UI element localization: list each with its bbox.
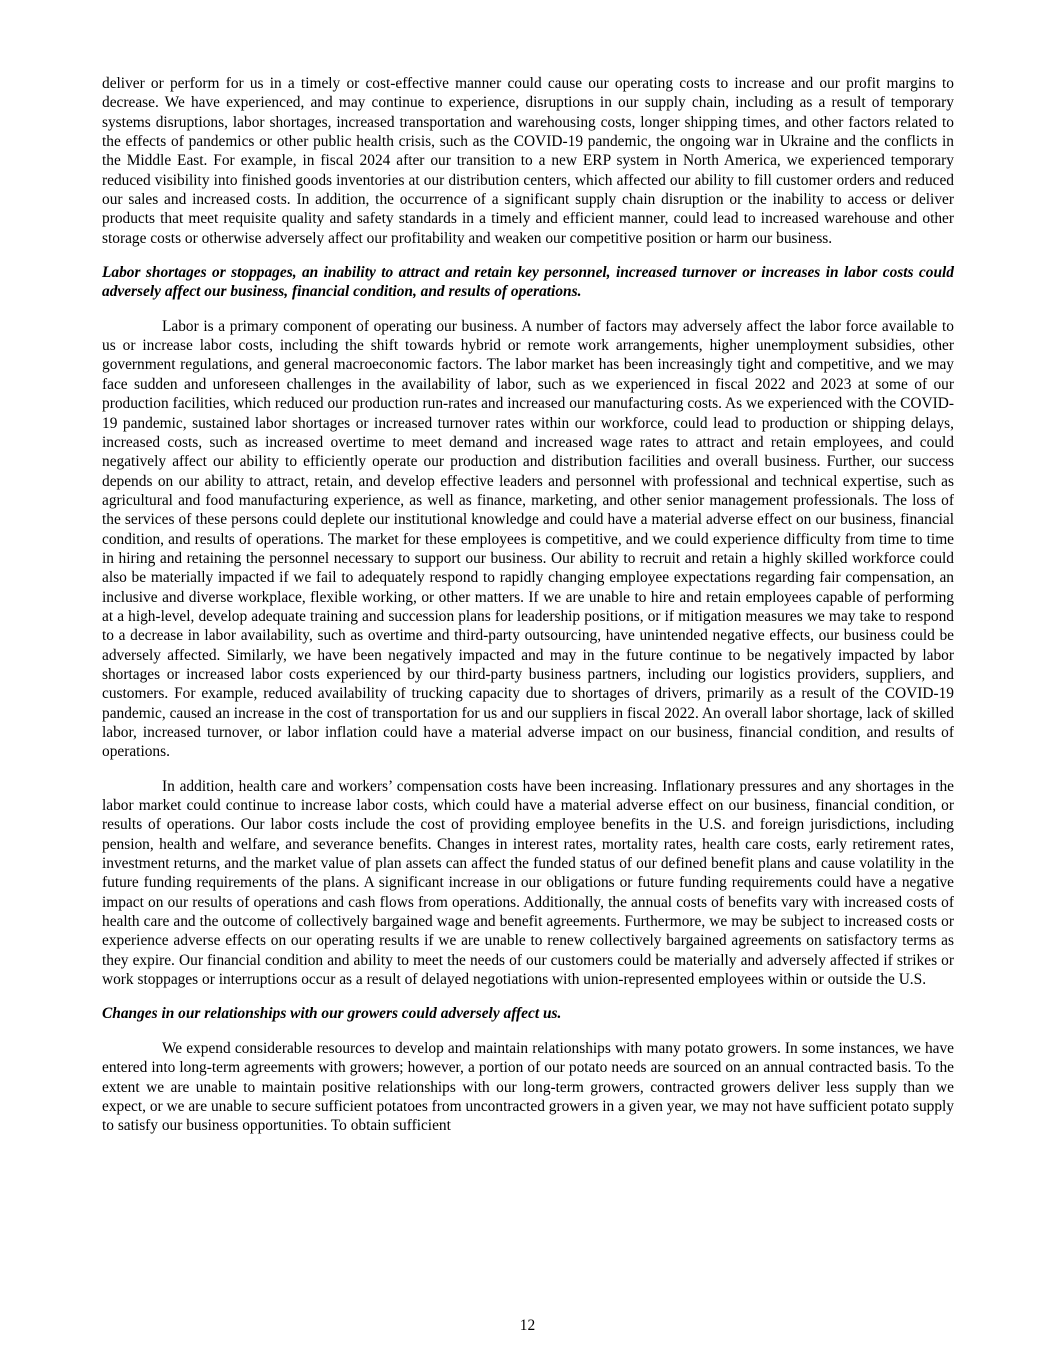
page-number: 12: [519, 1317, 536, 1334]
document-page: [102, 74, 954, 1136]
body-paragraph-health-care: In addition, health care and workers’ compensation costs have been increasing. Inflationary pressures and any shortages in the labor market could continue to increase labor costs, which could have a material adverse effect on our business, financial condition, or results of operations. Our labor costs include the cost of providing employee benefits in the U.S. and foreign jurisdictions, including pension, health and welfare, and severance benefits. Changes in interest rates, mortality rates, health care costs, early retirement rates, investment returns, and the market value of plan assets can affect the funded status of our defined benefit plans and cause volatility in the future funding requirements of the plans. A significant increase in our obligations or future funding requirements could have a negative impact on our results of operations and cash flows from operations. Additionally, the annual costs of benefits vary with increased costs of health care and the outcome of collectively bargained wage and benefit agreements. Furthermore, we may be subject to increased costs or experience adverse effects on our operating results if we are unable to renew collectively bargained agreements on satisfactory terms as they expire. Our financial condition and ability to meet the needs of our customers could be materially and adversely affected if strikes or work stoppages or interruptions occur as a result of delayed negotiations with union-represented employees within or outside the U.S.: [102, 777, 954, 989]
body-paragraph-growers: We expend considerable resources to develop and maintain relationships with many potato growers. In some instances, we have entered into long-term agreements with growers; however, a portion of our potato needs are sourced on an annual contracted basis. To the extent we are unable to maintain positive relationships with our long-term growers, contracted growers deliver less supply than we expect, or we are unable to secure sufficient potatoes from uncontracted growers in a given year, we may not have sufficient potato supply to satisfy our business opportunities. To obtain sufficient: [102, 1039, 954, 1135]
section-heading-growers: Changes in our relationships with our growers could adversely affect us.: [102, 1005, 562, 1023]
section-heading-labor: Labor shortages or stoppages, an inability to attract and retain key personnel, increased turnover or increases in labor costs could adversely affect our business, financial condition, and results of operations.: [102, 264, 954, 301]
body-paragraph-supply-chain: deliver or perform for us in a timely or cost-effective manner could cause our operating costs to increase and our profit margins to decrease. We have experienced, and may continue to experience, disruptions in our supply chain, including as a result of temporary systems disruptions, labor shortages, increased transportation and warehousing costs, longer shipping times, and other factors related to the effects of pandemics or other public health crisis, such as the COVID-19 pandemic, the ongoing war in Ukraine and the conflicts in the Middle East. For example, in fiscal 2024 after our transition to a new ERP system in North America, we experienced temporary reduced visibility into finished goods inventories at our distribution centers, which affected our ability to fill customer orders and reduced our sales and increased costs. In addition, the occurrence of a significant supply chain disruption or the inability to access or deliver products that meet requisite quality and safety standards in a timely and efficient manner, could lead to increased warehouse and other storage costs or otherwise adversely affect our profitability and weaken our competitive position or harm our business.: [102, 75, 954, 247]
body-paragraph-labor: Labor is a primary component of operating our business. A number of factors may adversely affect the labor force available to us or increase labor costs, including the shift towards hybrid or remote work arrangements, higher unemployment subsidies, other government regulations, and general macroeconomic factors. The labor market has been increasingly tight and competitive, and we may face sudden and unforeseen challenges in the availability of labor, such as we experienced in fiscal 2022 and 2023 at some of our production facilities, which reduced our production run-rates and increased our manufacturing costs. As we experienced with the COVID-19 pandemic, sustained labor shortages or increased turnover rates within our workforce, could lead to production or shipping delays, increased costs, such as increased overtime to meet demand and increased wage rates to attract and retain employees, and could negatively affect our ability to efficiently operate our production and distribution facilities and overall business. Further, our success depends on our ability to attract, retain, and develop effective leaders and personnel with professional and technical expertise, such as agricultural and food manufacturing experience, as well as finance, marketing, and other senior management professionals. The loss of the services of these persons could deplete our institutional knowledge and could have a material adverse effect on our business, financial condition, and results of operations. The market for these employees is competitive, and we could experience difficulty from time to time in hiring and retaining the personnel necessary to support our business. Our ability to recruit and retain a highly skilled workforce could also be materially impacted if we fail to adequately respond to rapidly changing employee expectations regarding fair compensation, an inclusive and diverse workplace, flexible working, or other matters. If we are unable to hire and retain employees capable of performing at a high-level, develop adequate training and succession plans for leadership positions, or if mitigation measures we may take to respond to a decrease in labor availability, such as overtime and third-party outsourcing, have unintended negative effects, our business could be adversely affected. Similarly, we have been negatively impacted and may in the future continue to be negatively impacted by labor shortages or increased labor costs experienced by our third-party business partners, including our logistics providers, suppliers, and customers. For example, reduced availability of trucking capacity due to shortages of drivers, primarily as a result of the COVID-19 pandemic, caused an increase in the cost of transportation for us and our suppliers in fiscal 2022. An overall labor shortage, lack of skilled labor, increased turnover, or labor inflation could have a material adverse impact on our business, financial condition, and results of operations.: [102, 317, 954, 761]
